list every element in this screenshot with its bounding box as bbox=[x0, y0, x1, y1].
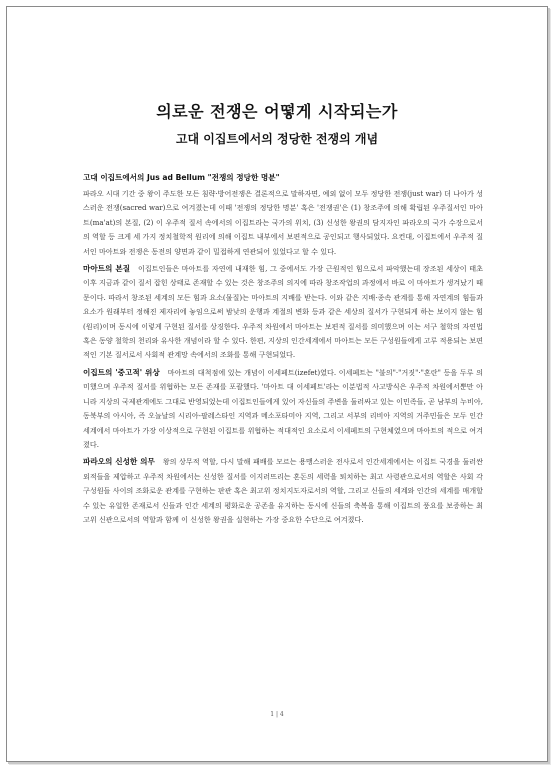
intro-paragraph: 파라오 시대 기간 중 왕이 주도한 모든 침략·방어전쟁은 결론적으로 말하자면, 예외 없이 모두 정당한 전쟁(just war) 더 나아가 성스러운 전쟁(sacred war)으로 여겨졌는데 이때 '전쟁의 정당한 명분' 혹은 '전쟁권'은 (1) 창조주에 의해 확립된 우주질서인 마아트(ma'at)의 본질, (2) 이 우주적 질서 속에서의 이집트라는 국가의 위치, (3) 신성한 왕권의 담지자인 파라오의 국가 수장으로서의 역할 등 크게 세 가지 정치철학적 원리에 의해 이집트 내부에서 보편적으로 공인되고 행사되었다. 요컨대, 이집트에서 우주적 질서인 마아트와 전쟁은 동전의 양면과 같이 밀접하게 연관되어 있었다고 할 수 있다. bbox=[83, 189, 483, 256]
page-number: 1 | 4 bbox=[270, 711, 284, 718]
document-subtitle: 고대 이집트에서의 정당한 전쟁의 개념 bbox=[175, 132, 379, 146]
document-page bbox=[6, 6, 548, 762]
maat-text: 이집트인들은 마아트를 자연에 내재한 힘, 그 중에서도 가장 근원적인 힘으로서 파악했는데 장조된 세상이 태초 이후 지금과 같이 질서 잡힌 상태로 존재할 수 있는 것은 창조주의 의지에 따라 창조작업의 과정에서 바로 이 마아트가 생겨났기 때문이다. 따라서 창조된 세계의 모든 힘과 요소(물질)는 마아트의 지배를 받는다. 이와 같은 지배·종속 관계를 통해 자연계의 힘들과 요소가 원래부터 정해진 제자리에 놓임으로써 밤낮의 운행과 계절의 변화 등과 같은 세상의 질서가 구현되게 하는 보이지 않는 힘(원리)이며 동시에 이렇게 구현된 질서를 상징한다. 우주적 차원에서 마아트는 보편적 질서를 의미했으며 이는 서구 철학의 자연법 혹은 동양 철학의 천리와 유사한 개념이라 할 수 있다. 한편, 지상의 인간세계에서 마아트는 모든 구성원들에게 고루 적용되는 보편적인 기본 질서로서 사회적 관계망 속에서의 조화를 통해 구현되었다. bbox=[83, 264, 483, 360]
pharaoh-heading: 파라오의 신성한 의무 bbox=[83, 457, 155, 467]
egypt-heading: 이집트의 '중고적' 위상 bbox=[83, 367, 160, 377]
egypt-text: 마아트의 대척점에 있는 개념이 이세페트(izefet)였다. 이세페트는 "불의"·"거짓"·"혼란" 등을 두루 의미했으며 우주적 질서를 위협하는 모든 존재를 포괄했다. '마아트 대 이세페트'라는 이분법적 사고방식은 우주적 차원에서뿐만 아니라 지상의 국제관계에도 그대로 반영되었는데 이집트인들에게 있어 자신들의 주변을 둘러싸고 있는 이민족들, 곧 남부의 누비아, 동북부의 아시아, 즉 오늘날의 시리아-팔레스타인 지역과 메소포타미아 지역, 그리고 서부의 리비아 지역의 거주민들은 모두 인간세계에서 마아트가 가장 이상적으로 구현된 이집트를 위협하는 적대적인 요소로서 이세페트의 구현체였으며 마아트의 적으로 여겨졌다. bbox=[83, 367, 483, 449]
egypt-paragraph bbox=[83, 366, 483, 452]
document-title: 의로운 전쟁은 어떻게 시작되는가 bbox=[156, 102, 398, 121]
title-block bbox=[7, 99, 547, 147]
maat-paragraph bbox=[83, 262, 483, 363]
section-heading: 고대 이집트에서의 Jus ad Bellum "전쟁의 정당한 명분" bbox=[83, 173, 280, 182]
pharaoh-paragraph bbox=[83, 455, 483, 527]
pharaoh-text: 왕의 상무적 역할, 다시 말해 패배를 모르는 용맹스러운 전사로서 인간세계에서는 이집트 국경을 둘러싼 외적들을 제압하고 우주적 차원에서는 신성한 질서를 이지러뜨리는 혼돈의 세력을 퇴치하는 최고 사령관으로서의 역할은 사회 각 구성원들 사이의 조화로운 관계를 구현하는 판관 혹은 최고위 정치지도자로서의 역할, 그리고 신들의 세계와 인간의 세계를 매개할 수 있는 유일한 존재로서 신들과 인간 세계의 평화로운 공존을 유지하는 동시에 신들의 축복을 통해 이집트의 풍요를 보증하는 최고위 신관으로서의 역할과 함께 이 신성한 왕권을 실현하는 가장 중요한 수단으로 여겨졌다. bbox=[83, 457, 483, 524]
document-body bbox=[83, 172, 483, 527]
maat-heading: 마아트의 본질 bbox=[83, 264, 131, 274]
